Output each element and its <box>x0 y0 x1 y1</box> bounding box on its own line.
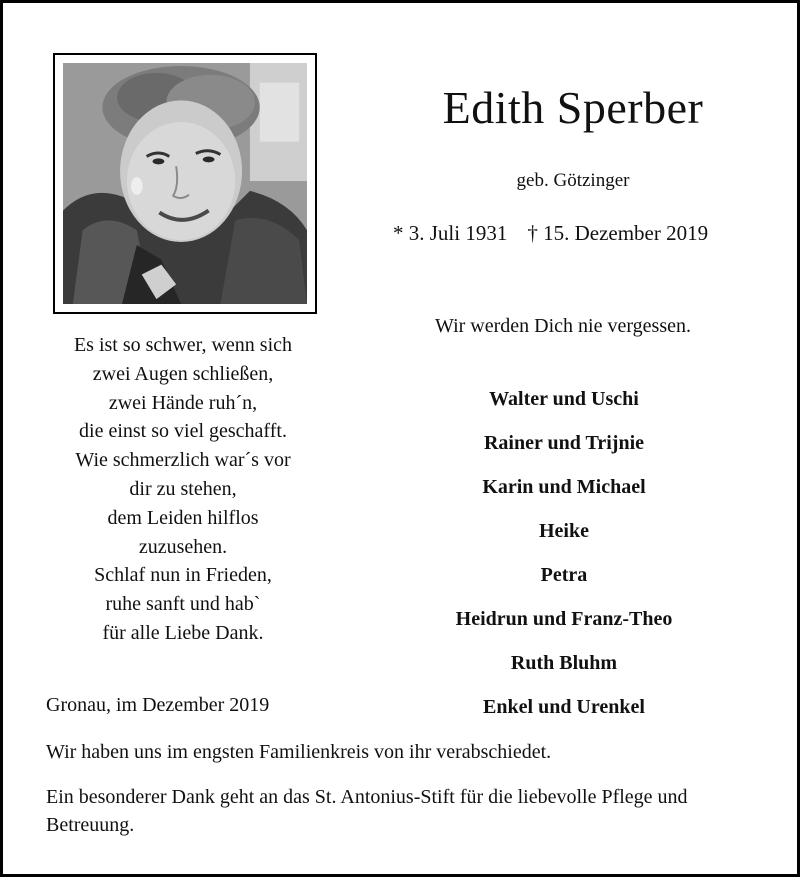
mourner-name: Karin und Michael <box>482 476 646 498</box>
mourner-name: Heike <box>539 520 589 542</box>
poem-line: dem Leiden hilflos <box>107 506 259 529</box>
poem-line: für alle Liebe Dank. <box>102 621 264 644</box>
poem-line: ruhe sanft und hab` <box>105 593 261 616</box>
mourners-list <box>403 383 725 735</box>
place-and-date: Gronau, im Dezember 2019 <box>46 694 270 716</box>
mourner-name: Enkel und Urenkel <box>483 696 645 718</box>
poem <box>43 331 323 648</box>
portrait-image <box>63 63 307 304</box>
mourner-name: Petra <box>540 564 588 586</box>
poem-line: Wie schmerzlich war´s vor <box>75 449 291 472</box>
portrait-frame <box>53 53 317 314</box>
poem-line: dir zu stehen, <box>129 477 237 500</box>
portrait-photo <box>63 63 307 304</box>
death-date: † 15. Dezember 2019 <box>527 221 709 245</box>
mourner-name: Walter und Uschi <box>489 388 639 410</box>
poem-line: zwei Augen schließen, <box>92 362 274 385</box>
farewell-note: Wir haben uns im engsten Familienkreis von ihr verabschiedet. <box>46 741 552 763</box>
poem-line: Schlaf nun in Frieden, <box>94 564 272 587</box>
poem-line: die einst so viel geschafft. <box>79 420 287 443</box>
mourner-name: Ruth Bluhm <box>510 652 618 674</box>
poem-line: Es ist so schwer, wenn sich <box>73 334 293 356</box>
thanks-note: Ein besonderer Dank geht an das St. Antonius-Stift für die liebevolle Pflege und Betreuung. <box>46 786 688 836</box>
mourner-name: Rainer und Trijnie <box>483 432 645 454</box>
deceased-name: Edith Sperber <box>442 82 704 133</box>
birth-date: * 3. Juli 1931 <box>393 221 508 245</box>
life-dates <box>393 221 708 246</box>
poem-line: zuzusehen. <box>138 535 228 558</box>
mourner-name: Heidrun und Franz-Theo <box>455 608 673 630</box>
poem-line: zwei Hände ruh´n, <box>108 391 258 414</box>
remembrance-line: Wir werden Dich nie vergessen. <box>435 315 691 337</box>
birth-name: geb. Götzinger <box>516 170 630 191</box>
